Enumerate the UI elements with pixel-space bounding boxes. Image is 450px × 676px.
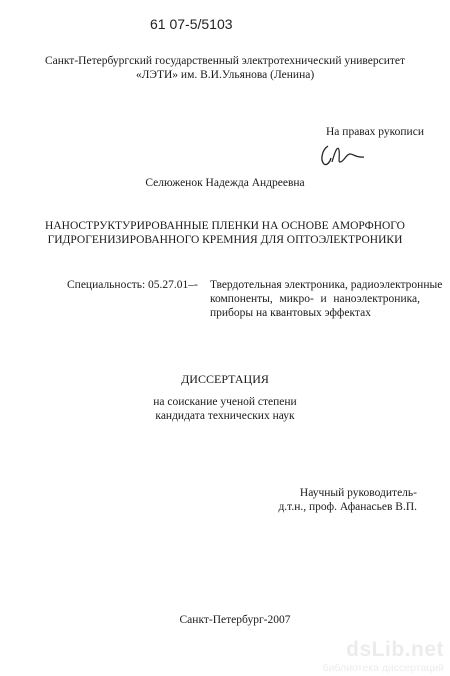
signature-image [318,140,366,168]
specialty-description-line1: Твердотельная электроника, радиоэлектронные [210,279,443,291]
watermark-subtitle: библиотека диссертаций [322,662,444,674]
catalog-number: 61 07-5/5103 [150,16,233,32]
dissertation-title-line1: НАНОСТРУКТУРИРОВАННЫЕ ПЛЕНКИ НА ОСНОВЕ АМОРФНОГО [45,220,405,232]
specialty-description-line2: компоненты, микро- и наноэлектроника, [210,293,420,305]
dissertation-title-line2: ГИДРОГЕНИЗИРОВАННОГО КРЕМНИЯ ДЛЯ ОПТОЭЛЕКТРОНИКИ [47,234,403,246]
specialty-code: 05.27.01–- [148,279,198,291]
rights-note: На правах рукописи [326,126,424,138]
degree-line2: кандидата технических наук [155,410,295,422]
watermark-logo: dsLib.net [346,638,444,661]
specialty-description-line3: приборы на квантовых эффектах [210,307,371,319]
watermark [322,638,444,674]
document-type: ДИССЕРТАЦИЯ [181,372,269,386]
supervisor-line1: Научный руководитель- [299,487,417,499]
university-name-line1: Санкт-Петербургский государственный электротехнический университет [44,55,406,67]
supervisor-line2: д.т.н., проф. Афанасьев В.П. [278,501,417,513]
degree-line1: на соискание ученой степени [153,396,297,408]
university-name-line2: «ЛЭТИ» им. В.И.Ульянова (Ленина) [135,69,315,81]
city-year: Санкт-Петербург-2007 [179,614,291,626]
author-name: Селюженок Надежда Андреевна [145,177,305,189]
specialty-label: Специальность: [67,279,146,291]
